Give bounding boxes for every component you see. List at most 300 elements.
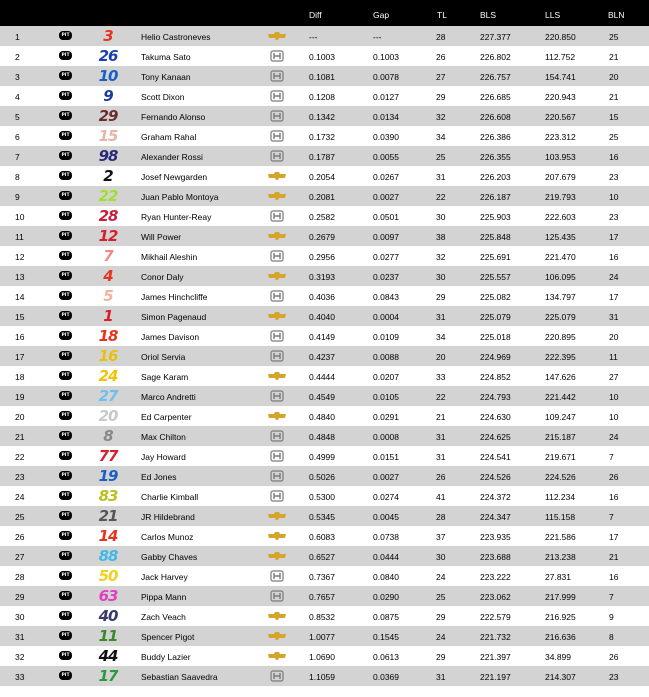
position: 19 <box>15 392 25 402</box>
total-laps-value: 26 <box>436 472 446 482</box>
gap-value: --- <box>373 32 382 42</box>
driver-name[interactable]: Ed Carpenter <box>141 412 192 422</box>
last-lap-speed-value: 222.603 <box>545 212 576 222</box>
position: 25 <box>15 512 25 522</box>
chevrolet-logo-icon <box>268 170 286 182</box>
driver-name[interactable]: Pippa Mann <box>141 592 187 602</box>
last-lap-speed-value: 125.435 <box>545 232 576 242</box>
diff-value: 0.2054 <box>309 172 335 182</box>
driver-name[interactable]: Takuma Sato <box>141 52 191 62</box>
driver-name[interactable]: Conor Daly <box>141 272 184 282</box>
position: 10 <box>15 212 25 222</box>
diff-value: 0.4036 <box>309 292 335 302</box>
driver-name[interactable]: James Davison <box>141 332 200 342</box>
driver-name[interactable]: Sage Karam <box>141 372 189 382</box>
chevrolet-logo-icon <box>268 370 286 382</box>
best-lap-number-value: 8 <box>609 632 614 642</box>
driver-name[interactable]: Simon Pagenaud <box>141 312 207 322</box>
pit-badge-icon: PIT <box>59 51 72 60</box>
driver-name[interactable]: Charlie Kimball <box>141 492 199 502</box>
table-row[interactable] <box>0 66 649 86</box>
diff-value: 0.7367 <box>309 572 335 582</box>
table-row[interactable] <box>0 526 649 546</box>
table-row[interactable] <box>0 466 649 486</box>
car-number: 18 <box>98 327 118 345</box>
chevrolet-logo-icon <box>268 610 286 622</box>
table-row[interactable] <box>0 286 649 306</box>
car-number: 1 <box>103 307 113 325</box>
gap-value: 0.0613 <box>373 652 399 662</box>
best-lap-number-value: 21 <box>609 52 619 62</box>
diff-value: 0.4040 <box>309 312 335 322</box>
driver-name[interactable]: Alexander Rossi <box>141 152 203 162</box>
position: 1 <box>15 32 20 42</box>
pit-badge-icon: PIT <box>59 91 72 100</box>
total-laps-value: 30 <box>436 212 446 222</box>
best-lap-number-value: 20 <box>609 332 619 342</box>
honda-logo-icon <box>268 430 286 442</box>
position: 2 <box>15 52 20 62</box>
car-number: 83 <box>98 487 118 505</box>
driver-name[interactable]: JR Hildebrand <box>141 512 195 522</box>
diff-value: 0.4840 <box>309 412 335 422</box>
total-laps-value: 29 <box>436 292 446 302</box>
table-row[interactable] <box>0 106 649 126</box>
driver-name[interactable]: Helio Castroneves <box>141 32 211 42</box>
best-lap-number-value: 10 <box>609 392 619 402</box>
total-laps-value: 22 <box>436 192 446 202</box>
diff-value: 0.5026 <box>309 472 335 482</box>
last-lap-speed-value: 216.636 <box>545 632 576 642</box>
car-number: 2 <box>103 167 113 185</box>
diff-value: 0.4237 <box>309 352 335 362</box>
diff-value: --- <box>309 32 318 42</box>
honda-logo-icon <box>268 150 286 162</box>
last-lap-speed-value: 219.793 <box>545 192 576 202</box>
diff-value: 0.1342 <box>309 112 335 122</box>
last-lap-speed-value: 221.442 <box>545 392 576 402</box>
honda-logo-icon <box>268 210 286 222</box>
chevrolet-logo-icon <box>268 650 286 662</box>
best-lap-number-value: 9 <box>609 612 614 622</box>
table-row[interactable] <box>0 626 649 646</box>
best-lap-number-value: 25 <box>609 132 619 142</box>
table-row[interactable] <box>0 486 649 506</box>
last-lap-speed-value: 34.899 <box>545 652 571 662</box>
table-row[interactable] <box>0 26 649 46</box>
car-number: 19 <box>98 467 118 485</box>
table-row[interactable] <box>0 246 649 266</box>
header-lls[interactable]: LLS <box>545 10 561 20</box>
table-row[interactable] <box>0 666 649 686</box>
position: 33 <box>15 672 25 682</box>
car-number: 26 <box>98 47 118 65</box>
pit-badge-icon: PIT <box>59 151 72 160</box>
driver-name[interactable]: Oriol Servia <box>141 352 186 362</box>
pit-badge-icon: PIT <box>59 451 72 460</box>
last-lap-speed-value: 154.741 <box>545 72 576 82</box>
driver-name[interactable]: Ryan Hunter-Reay <box>141 212 212 222</box>
best-lap-speed-value: 223.222 <box>480 572 511 582</box>
pit-badge-icon: PIT <box>59 591 72 600</box>
pit-badge-icon: PIT <box>59 631 72 640</box>
pit-badge-icon: PIT <box>59 471 72 480</box>
pit-badge-icon: PIT <box>59 431 72 440</box>
total-laps-value: 29 <box>436 612 446 622</box>
car-number: 9 <box>103 87 113 105</box>
driver-name[interactable]: Zach Veach <box>141 612 186 622</box>
car-number: 5 <box>103 287 113 305</box>
driver-name[interactable]: Marco Andretti <box>141 392 196 402</box>
gap-value: 0.0237 <box>373 272 399 282</box>
position: 3 <box>15 72 20 82</box>
best-lap-number-value: 11 <box>609 352 618 362</box>
pit-badge-icon: PIT <box>59 251 72 260</box>
position: 26 <box>15 532 25 542</box>
table-row[interactable] <box>0 546 649 566</box>
total-laps-value: 31 <box>436 172 446 182</box>
gap-value: 0.0004 <box>373 312 399 322</box>
car-number: 21 <box>98 507 118 525</box>
driver-name[interactable]: Sebastian Saavedra <box>141 672 218 682</box>
position: 24 <box>15 492 25 502</box>
diff-value: 1.0690 <box>309 652 335 662</box>
diff-value: 0.5345 <box>309 512 335 522</box>
table-row[interactable] <box>0 186 649 206</box>
pit-badge-icon: PIT <box>59 331 72 340</box>
best-lap-speed-value: 226.608 <box>480 112 511 122</box>
last-lap-speed-value: 221.586 <box>545 532 576 542</box>
best-lap-speed-value: 226.187 <box>480 192 511 202</box>
best-lap-number-value: 27 <box>609 372 619 382</box>
honda-logo-icon <box>268 90 286 102</box>
best-lap-speed-value: 225.082 <box>480 292 511 302</box>
best-lap-speed-value: 226.757 <box>480 72 511 82</box>
table-row[interactable] <box>0 126 649 146</box>
best-lap-speed-value: 225.903 <box>480 212 511 222</box>
best-lap-number-value: 17 <box>609 292 619 302</box>
driver-name[interactable]: Ed Jones <box>141 472 177 482</box>
best-lap-speed-value: 221.197 <box>480 672 511 682</box>
table-row[interactable] <box>0 646 649 666</box>
best-lap-number-value: 21 <box>609 92 619 102</box>
driver-name[interactable]: Max Chilton <box>141 432 186 442</box>
position: 11 <box>15 232 24 242</box>
best-lap-speed-value: 226.386 <box>480 132 511 142</box>
total-laps-value: 26 <box>436 52 446 62</box>
position: 32 <box>15 652 25 662</box>
total-laps-value: 34 <box>436 332 446 342</box>
best-lap-number-value: 16 <box>609 252 619 262</box>
position: 23 <box>15 472 25 482</box>
table-row[interactable] <box>0 446 649 466</box>
total-laps-value: 32 <box>436 252 446 262</box>
best-lap-number-value: 26 <box>609 472 619 482</box>
table-row[interactable] <box>0 566 649 586</box>
gap-value: 0.0088 <box>373 352 399 362</box>
position: 20 <box>15 412 25 422</box>
driver-name[interactable]: Will Power <box>141 232 182 242</box>
chevrolet-logo-icon <box>268 410 286 422</box>
total-laps-value: 28 <box>436 32 446 42</box>
gap-value: 0.0738 <box>373 532 399 542</box>
diff-value: 0.1003 <box>309 52 335 62</box>
table-row[interactable] <box>0 306 649 326</box>
pit-badge-icon: PIT <box>59 651 72 660</box>
pit-badge-icon: PIT <box>59 551 72 560</box>
gap-value: 0.1545 <box>373 632 399 642</box>
header-bls[interactable]: BLS <box>480 10 497 20</box>
best-lap-speed-value: 224.630 <box>480 412 511 422</box>
best-lap-number-value: 10 <box>609 412 619 422</box>
best-lap-speed-value: 223.062 <box>480 592 511 602</box>
gap-value: 0.0875 <box>373 612 399 622</box>
chevrolet-logo-icon <box>268 310 286 322</box>
table-row[interactable] <box>0 326 649 346</box>
best-lap-number-value: 23 <box>609 672 619 682</box>
table-row[interactable] <box>0 586 649 606</box>
table-row[interactable] <box>0 146 649 166</box>
driver-name[interactable]: James Hinchcliffe <box>141 292 208 302</box>
gap-value: 0.0127 <box>373 92 399 102</box>
total-laps-value: 30 <box>436 272 446 282</box>
position: 22 <box>15 452 25 462</box>
honda-logo-icon <box>268 50 286 62</box>
total-laps-value: 30 <box>436 552 446 562</box>
car-number: 20 <box>98 407 118 425</box>
total-laps-value: 27 <box>436 72 446 82</box>
position: 5 <box>15 112 20 122</box>
table-row[interactable] <box>0 86 649 106</box>
pit-badge-icon: PIT <box>59 491 72 500</box>
honda-logo-icon <box>268 450 286 462</box>
best-lap-speed-value: 221.732 <box>480 632 511 642</box>
position: 12 <box>15 252 25 262</box>
best-lap-speed-value: 223.688 <box>480 552 511 562</box>
header-diff[interactable]: Diff <box>309 10 322 20</box>
pit-badge-icon: PIT <box>59 371 72 380</box>
total-laps-value: 25 <box>436 592 446 602</box>
total-laps-value: 28 <box>436 512 446 522</box>
last-lap-speed-value: 112.234 <box>545 492 576 502</box>
honda-logo-icon <box>268 250 286 262</box>
car-number: 77 <box>98 447 118 465</box>
pit-badge-icon: PIT <box>59 71 72 80</box>
best-lap-number-value: 21 <box>609 552 619 562</box>
last-lap-speed-value: 220.567 <box>545 112 576 122</box>
driver-name[interactable]: Tony Kanaan <box>141 72 191 82</box>
header-gap[interactable]: Gap <box>373 10 390 20</box>
position: 31 <box>15 632 25 642</box>
position: 30 <box>15 612 25 622</box>
last-lap-speed-value: 213.238 <box>545 552 576 562</box>
best-lap-speed-value: 224.625 <box>480 432 511 442</box>
driver-name[interactable]: Buddy Lazier <box>141 652 191 662</box>
driver-name[interactable]: Fernando Alonso <box>141 112 206 122</box>
diff-value: 0.6527 <box>309 552 335 562</box>
pit-badge-icon: PIT <box>59 311 72 320</box>
gap-value: 0.0290 <box>373 592 399 602</box>
last-lap-speed-value: 103.953 <box>545 152 576 162</box>
car-number: 29 <box>98 107 118 125</box>
table-row[interactable] <box>0 506 649 526</box>
best-lap-number-value: 20 <box>609 72 619 82</box>
gap-value: 0.0055 <box>373 152 399 162</box>
driver-name[interactable]: Gabby Chaves <box>141 552 198 562</box>
driver-name[interactable]: Carlos Munoz <box>141 532 194 542</box>
pit-badge-icon: PIT <box>59 31 72 40</box>
diff-value: 0.2679 <box>309 232 335 242</box>
gap-value: 0.0267 <box>373 172 399 182</box>
best-lap-number-value: 16 <box>609 492 619 502</box>
table-row[interactable] <box>0 166 649 186</box>
driver-name[interactable]: Juan Pablo Montoya <box>141 192 219 202</box>
diff-value: 0.2582 <box>309 212 335 222</box>
driver-name[interactable]: Graham Rahal <box>141 132 197 142</box>
position: 27 <box>15 552 25 562</box>
table-row[interactable] <box>0 46 649 66</box>
driver-name[interactable]: Jay Howard <box>141 452 186 462</box>
honda-logo-icon <box>268 350 286 362</box>
best-lap-number-value: 7 <box>609 512 614 522</box>
position: 8 <box>15 172 20 182</box>
table-row[interactable] <box>0 226 649 246</box>
pit-badge-icon: PIT <box>59 411 72 420</box>
last-lap-speed-value: 215.187 <box>545 432 576 442</box>
total-laps-value: 32 <box>436 112 446 122</box>
total-laps-value: 31 <box>436 432 446 442</box>
diff-value: 1.1059 <box>309 672 335 682</box>
total-laps-value: 22 <box>436 392 446 402</box>
position: 6 <box>15 132 20 142</box>
gap-value: 0.0369 <box>373 672 399 682</box>
last-lap-speed-value: 134.797 <box>545 292 576 302</box>
best-lap-speed-value: 224.852 <box>480 372 511 382</box>
diff-value: 0.4848 <box>309 432 335 442</box>
table-row[interactable] <box>0 206 649 226</box>
last-lap-speed-value: 27.831 <box>545 572 571 582</box>
table-row[interactable] <box>0 426 649 446</box>
driver-name[interactable]: Josef Newgarden <box>141 172 208 182</box>
gap-value: 0.0109 <box>373 332 399 342</box>
total-laps-value: 24 <box>436 572 446 582</box>
last-lap-speed-value: 109.247 <box>545 412 576 422</box>
best-lap-speed-value: 225.018 <box>480 332 511 342</box>
honda-logo-icon <box>268 110 286 122</box>
honda-logo-icon <box>268 70 286 82</box>
total-laps-value: 21 <box>436 412 446 422</box>
chevrolet-logo-icon <box>268 30 286 42</box>
best-lap-speed-value: 224.347 <box>480 512 511 522</box>
car-number: 7 <box>103 247 113 265</box>
header-bln[interactable]: BLN <box>608 10 625 20</box>
pit-badge-icon: PIT <box>59 131 72 140</box>
best-lap-speed-value: 222.579 <box>480 612 511 622</box>
diff-value: 0.5300 <box>309 492 335 502</box>
position: 14 <box>15 292 25 302</box>
car-number: 28 <box>98 207 118 225</box>
best-lap-number-value: 25 <box>609 32 619 42</box>
header-tl[interactable]: TL <box>437 10 447 20</box>
diff-value: 1.0077 <box>309 632 335 642</box>
table-row[interactable] <box>0 346 649 366</box>
total-laps-value: 38 <box>436 232 446 242</box>
gap-value: 0.0027 <box>373 472 399 482</box>
best-lap-number-value: 24 <box>609 272 619 282</box>
pit-badge-icon: PIT <box>59 391 72 400</box>
driver-name[interactable]: Scott Dixon <box>141 92 185 102</box>
driver-name[interactable]: Mikhail Aleshin <box>141 252 198 262</box>
honda-logo-icon <box>268 490 286 502</box>
position: 7 <box>15 152 20 162</box>
car-number: 98 <box>98 147 118 165</box>
honda-logo-icon <box>268 330 286 342</box>
gap-value: 0.0277 <box>373 252 399 262</box>
best-lap-speed-value: 225.079 <box>480 312 511 322</box>
gap-value: 0.0274 <box>373 492 399 502</box>
best-lap-speed-value: 226.355 <box>480 152 511 162</box>
diff-value: 0.4444 <box>309 372 335 382</box>
last-lap-speed-value: 223.312 <box>545 132 576 142</box>
best-lap-number-value: 7 <box>609 592 614 602</box>
car-number: 63 <box>98 587 118 605</box>
diff-value: 0.2956 <box>309 252 335 262</box>
gap-value: 0.0134 <box>373 112 399 122</box>
pit-badge-icon: PIT <box>59 611 72 620</box>
diff-value: 0.1208 <box>309 92 335 102</box>
honda-logo-icon <box>268 390 286 402</box>
table-row[interactable] <box>0 606 649 626</box>
last-lap-speed-value: 220.850 <box>545 32 576 42</box>
position: 21 <box>15 432 25 442</box>
last-lap-speed-value: 220.895 <box>545 332 576 342</box>
diff-value: 0.7657 <box>309 592 335 602</box>
car-number: 14 <box>98 527 118 545</box>
best-lap-speed-value: 226.203 <box>480 172 511 182</box>
total-laps-value: 37 <box>436 532 446 542</box>
table-row[interactable] <box>0 366 649 386</box>
total-laps-value: 20 <box>436 352 446 362</box>
diff-value: 0.4999 <box>309 452 335 462</box>
table-row[interactable] <box>0 266 649 286</box>
car-number: 16 <box>98 347 118 365</box>
diff-value: 0.1732 <box>309 132 335 142</box>
total-laps-value: 34 <box>436 132 446 142</box>
driver-name[interactable]: Spencer Pigot <box>141 632 195 642</box>
chevrolet-logo-icon <box>268 550 286 562</box>
best-lap-speed-value: 224.969 <box>480 352 511 362</box>
car-number: 44 <box>98 647 118 665</box>
total-laps-value: 31 <box>436 452 446 462</box>
chevrolet-logo-icon <box>268 510 286 522</box>
gap-value: 0.0151 <box>373 452 399 462</box>
last-lap-speed-value: 217.999 <box>545 592 576 602</box>
total-laps-value: 29 <box>436 652 446 662</box>
driver-name[interactable]: Jack Harvey <box>141 572 188 582</box>
pit-badge-icon: PIT <box>59 671 72 680</box>
best-lap-speed-value: 223.935 <box>480 532 511 542</box>
best-lap-speed-value: 227.377 <box>480 32 511 42</box>
last-lap-speed-value: 112.752 <box>545 52 576 62</box>
gap-value: 0.0207 <box>373 372 399 382</box>
car-number: 4 <box>103 267 113 285</box>
table-row[interactable] <box>0 386 649 406</box>
car-number: 10 <box>98 67 118 85</box>
gap-value: 0.0097 <box>373 232 399 242</box>
total-laps-value: 24 <box>436 632 446 642</box>
last-lap-speed-value: 224.526 <box>545 472 576 482</box>
table-row[interactable] <box>0 406 649 426</box>
